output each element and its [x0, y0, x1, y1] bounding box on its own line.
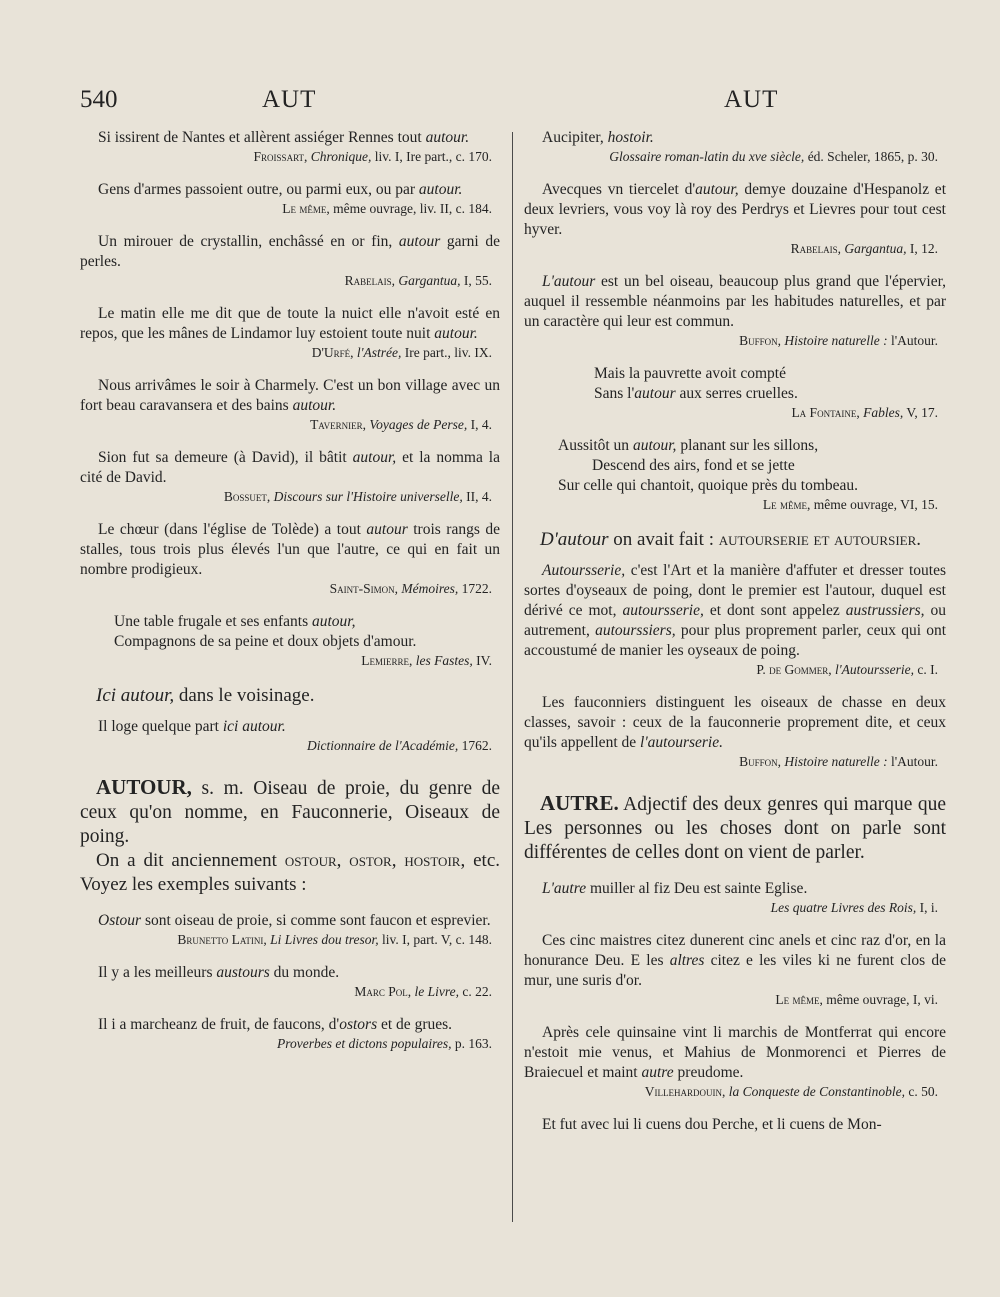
citation: Marc Pol, le Livre, c. 22. — [354, 984, 492, 999]
quotation: Gens d'armes passoient outre, ou parmi eux, ou par autour. — [98, 181, 463, 198]
quotation: Un mirouer de crystallin, enchâssé en or fin, autour garni de perles. — [80, 233, 500, 270]
citation: Buffon, Histoire naturelle : l'Autour. — [739, 333, 938, 348]
running-header — [0, 84, 1000, 124]
right-column — [524, 128, 946, 1135]
verse-quotation: Aussitôt un autour, planant sur les sillons, Descend des airs, fond et se jette Sur celle qui chantoit, quoique près du tombeau. — [558, 437, 859, 494]
quotation: Le matin elle me dit que de toute la nuict elle n'avoit esté en repos, que les mânes de Lindamor luy estoient toute nuit autour. — [80, 305, 500, 342]
quotation: Le chœur (dans l'église de Tolède) a tout autour trois rangs de stalles, tous trois plus élevés l'un que l'autre, ce qui en fait un nombre prodigieux. — [80, 521, 501, 578]
citation: Villehardouin, la Conqueste de Constantinoble, c. 50. — [644, 1084, 938, 1099]
verse-quotation: Mais la pauvrette avoit compté Sans l'autour aux serres cruelles. — [594, 365, 798, 402]
quotation: Aucipiter, hostoir. — [542, 129, 654, 146]
citation: Tavernier, Voyages de Perse, I, 4. — [310, 417, 492, 432]
quotation: L'autre muiller al fiz Deu est sainte Eglise. — [542, 880, 808, 897]
quotation: Nous arrivâmes le soir à Charmely. C'est un bon village avec un fort beau caravansera et des bains autour. — [80, 377, 500, 414]
citation: P. de Gommer, l'Autoursserie, c. I. — [756, 662, 938, 677]
citation: Rabelais, Gargantua, I, 12. — [790, 241, 938, 256]
sense-heading: Ici autour, dans le voisinage. — [96, 685, 315, 706]
citation: Le même, même ouvrage, I, vi. — [775, 992, 938, 1007]
page-number: 540 — [80, 86, 118, 113]
quotation: Avecques vn tiercelet d'autour, demye douzaine d'Hespanolz et deux levriers, vous voy là roy des Perdrys et Lievres pour tout cest hyver. — [524, 181, 946, 238]
headword: AUTOUR, — [96, 775, 192, 799]
citation: La Fontaine, Fables, V, 17. — [791, 405, 938, 420]
column-divider — [512, 132, 513, 1222]
quotation: L'autour est un bel oiseau, beaucoup plus grand que l'épervier, auquel il ressemble néanmoins par les habitudes naturelles, et par un caractère qui leur est commun. — [524, 273, 946, 330]
citation: Les quatre Livres des Rois, I, i. — [770, 900, 938, 915]
citation: Buffon, Histoire naturelle : l'Autour. — [739, 754, 938, 769]
entry-note: On a dit anciennement ostour, ostor, hostoir, etc. Voyez les exemples suivants : — [80, 850, 501, 895]
citation: D'Urfé, l'Astrée, Ire part., liv. IX. — [311, 345, 492, 360]
entry-definition: AUTRE. Adjectif des deux genres qui marque que Les personnes ou les choses dont on parle sont différentes de celles dont on vient de parler. — [524, 791, 946, 863]
entry-definition: AUTOUR, s. m. Oiseau de proie, du genre de ceux qu'on nomme, en Fauconnerie, Oiseaux de poing. — [80, 775, 501, 847]
running-head-right: AUT — [724, 86, 779, 113]
quotation: Il y a les meilleurs austours du monde. — [98, 964, 340, 981]
headword: AUTRE. — [540, 791, 619, 815]
sense-heading: D'autour on avait fait : autourserie et autoursier. — [540, 529, 922, 550]
citation: Glossaire roman-latin du xve siècle, éd. Scheler, 1865, p. 30. — [609, 149, 938, 164]
citation: Le même, même ouvrage, liv. II, c. 184. — [282, 201, 492, 216]
quotation: Les fauconniers distinguent les oiseaux de chasse en deux classes, savoir : ceux de la fauconnerie proprement dite, et ceux qu'ils appellent de l'autourserie. — [524, 694, 946, 751]
citation: Saint-Simon, Mémoires, 1722. — [329, 581, 492, 596]
citation: Proverbes et dictons populaires, p. 163. — [277, 1036, 492, 1051]
citation: Brunetto Latini, Li Livres dou tresor, liv. I, part. V, c. 148. — [177, 932, 492, 947]
quotation: Autoursserie, c'est l'Art et la manière d'affuter et dresser toutes sortes d'oyseaux de poing, dont le premier est l'autour, duquel est dérivé ce mot, autoursserie, et dont sont appelez austrussiers, ou autrement, autourssiers, pour plus proprement parler, ceux qui ont accoustumé de manier les oyseaux de poing. — [524, 562, 947, 659]
quotation: Ces cinc maistres citez dunerent cinc anels et cinc raz d'or, en la honurance Deu. E les altres citez e les viles ki ne furent clos de mur, une suris d'or. — [524, 932, 947, 989]
citation: Rabelais, Gargantua, I, 55. — [344, 273, 492, 288]
quotation: Ostour sont oiseau de proie, si comme sont faucon et esprevier. — [98, 912, 491, 929]
citation: Froissart, Chronique, liv. I, Ire part., c. 170. — [253, 149, 492, 164]
left-column — [80, 128, 500, 1063]
quotation: Après cele quinsaine vint li marchis de Montferrat qui encore n'estoit mie venus, et Mahius de Monmorenci et Pierres de Braiecuel et maint autre preudome. — [524, 1024, 946, 1081]
quotation: Et fut avec lui li cuens dou Perche, et li cuens de Mon- — [542, 1116, 882, 1133]
quotation: Si issirent de Nantes et allèrent assiéger Rennes tout autour. — [98, 129, 470, 146]
verse-quotation: Une table frugale et ses enfants autour, Compagnons de sa peine et doux objets d'amour. — [114, 613, 417, 650]
quotation: Il loge quelque part ici autour. — [98, 718, 286, 735]
citation: Dictionnaire de l'Académie, 1762. — [307, 738, 492, 753]
running-head-left: AUT — [262, 86, 317, 113]
citation: Bossuet, Discours sur l'Histoire universelle, II, 4. — [223, 489, 492, 504]
quotation: Il i a marcheanz de fruit, de faucons, d'ostors et de grues. — [98, 1016, 453, 1033]
citation: Le même, même ouvrage, VI, 15. — [762, 497, 938, 512]
citation: Lemierre, les Fastes, IV. — [361, 653, 492, 668]
quotation: Sion fut sa demeure (à David), il bâtit autour, et la nomma la cité de David. — [80, 449, 500, 486]
